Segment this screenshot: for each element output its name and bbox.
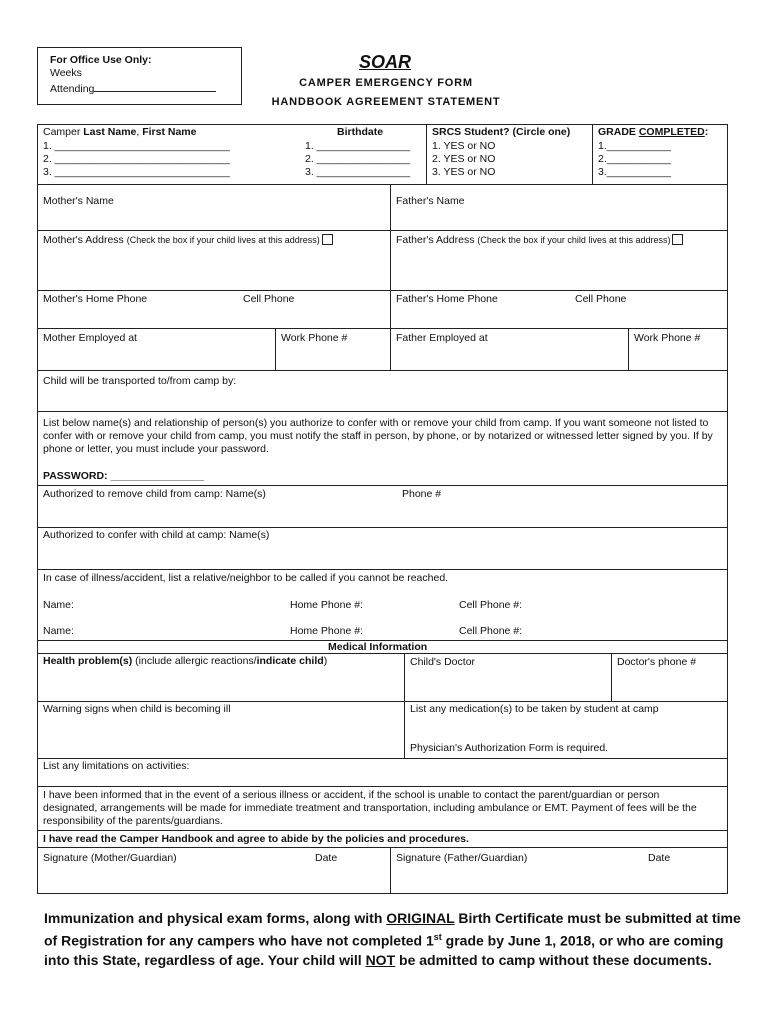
password-field[interactable]: PASSWORD: ________________ [43,470,204,482]
divider [37,758,728,759]
left-border [37,124,38,894]
divider [37,847,728,848]
signature-father-label: Signature (Father/Guardian) [396,852,528,864]
office-heading: For Office Use Only: [50,54,152,66]
medical-heading: Medical Information [328,641,428,653]
divider [37,328,728,329]
date-father-label: Date [648,852,671,864]
mother-name-label: Mother's Name [43,195,114,207]
father-address-checkbox[interactable] [672,234,683,245]
camper-name-line-2[interactable]: 2. ______________________________ [43,153,230,165]
agreement-statement: I have read the Camper Handbook and agree to abide by the policies and procedures. [43,833,469,845]
birthdate-line-2[interactable]: 2. ________________ [305,153,411,165]
emergency-name-2: Name: [43,625,74,637]
office-weeks: Weeks [50,67,82,79]
father-address-label: Father's Address (Check the box if your child lives at this address) [396,234,683,247]
srcs-line-3[interactable]: 3. YES or NO [432,166,496,178]
remove-child-label: Authorized to remove child from camp: Name(s) [43,488,266,500]
mother-cell-phone-label: Cell Phone [243,293,295,305]
birthdate-line-3[interactable]: 3. ________________ [305,166,411,178]
divider [37,184,728,185]
divider [628,328,629,370]
emergency-label: In case of illness/accident, list a relative/neighbor to be called if you cannot be reached. [43,572,449,584]
office-attending-line[interactable] [94,80,216,92]
grade-label: GRADE COMPLETED: [598,126,709,138]
divider [426,124,427,184]
transport-label: Child will be transported to/from camp by: [43,375,237,387]
divider [404,653,405,758]
divider [592,124,593,184]
date-mother-label: Date [315,852,338,864]
signature-mother-label: Signature (Mother/Guardian) [43,852,177,864]
mother-home-phone-label: Mother's Home Phone [43,293,148,305]
confer-child-label: Authorized to confer with child at camp: Name(s) [43,529,270,541]
divider [37,653,728,654]
form-subtitle-2: HANDBOOK AGREEMENT STATEMENT [271,96,501,108]
mother-employed-label: Mother Employed at [43,332,137,344]
divider [37,485,728,486]
divider [37,527,728,528]
divider [37,701,728,702]
mother-address-checkbox[interactable] [322,234,333,245]
remove-phone-label: Phone # [402,488,442,500]
divider [37,230,728,231]
limitations-label: List any limitations on activities: [43,760,190,772]
srcs-line-1[interactable]: 1. YES or NO [432,140,496,152]
divider [37,370,728,371]
divider [275,328,276,370]
consent-paragraph: I have been informed that in the event of a serious illness or accident, if the school is unable to contact the parent/guardian or person designated, arrangements will be made for immediate treatment and transportation, including ambulance or EMT. Payment of fees will be the responsibility of the parents/guardians. [43,789,697,827]
emergency-home-phone-1: Home Phone #: [290,599,363,611]
divider [37,893,728,894]
father-work-phone-label: Work Phone # [634,332,701,344]
grade-line-1[interactable]: 1.___________ [598,140,671,152]
mother-address-label: Mother's Address (Check the box if your child lives at this address) [43,234,333,247]
divider [37,830,728,831]
srcs-label: SRCS Student? (Circle one) [432,126,571,138]
divider [37,569,728,570]
srcs-line-2[interactable]: 2. YES or NO [432,153,496,165]
divider [37,411,728,412]
grade-line-3[interactable]: 3.___________ [598,166,671,178]
camper-name-label: Camper Last Name, First Name [43,126,197,138]
birthdate-label: Birthdate [337,126,384,138]
office-use-box [37,47,242,105]
father-cell-phone-label: Cell Phone [575,293,627,305]
divider [37,786,728,787]
childs-doctor-label: Child's Doctor [410,656,476,668]
medications-label: List any medication(s) to be taken by student at camp [410,703,659,715]
grade-line-2[interactable]: 2.___________ [598,153,671,165]
divider [390,184,391,370]
emergency-name-1: Name: [43,599,74,611]
divider [37,290,728,291]
doctors-phone-label: Doctor's phone # [617,656,697,668]
warning-signs-label: Warning signs when child is becoming ill [43,703,231,715]
right-border [727,124,728,894]
camper-name-line-1[interactable]: 1. ______________________________ [43,140,230,152]
health-problems-label: Health problem(s) (include allergic reactions/indicate child) [43,655,328,667]
father-employed-label: Father Employed at [396,332,488,344]
birthdate-line-1[interactable]: 1. ________________ [305,140,411,152]
divider [611,653,612,701]
father-name-label: Father's Name [396,195,465,207]
emergency-cell-phone-2: Cell Phone #: [459,625,523,637]
divider [390,847,391,893]
divider [37,124,728,125]
form-title: SOAR [358,52,411,72]
father-home-phone-label: Father's Home Phone [396,293,498,305]
camper-name-line-3[interactable]: 3. ______________________________ [43,166,230,178]
registration-notice: Immunization and physical exam forms, along with ORIGINAL Birth Certificate must be submitted at time of Registration for any campers who have not completed 1st grade by June 1, 2018, or who are coming into this State, regardless of age. Your child will NOT be admitted to camp without these documents. [44,910,741,968]
form-subtitle-1: CAMPER EMERGENCY FORM [299,77,473,89]
physician-auth-note: Physician's Authorization Form is required. [410,742,609,754]
office-attending: Attending [50,83,95,95]
emergency-home-phone-2: Home Phone #: [290,625,363,637]
mother-work-phone-label: Work Phone # [281,332,348,344]
authorize-paragraph: List below name(s) and relationship of person(s) you authorize to confer with or remove your child from camp. If you want someone not listed to confer with or remove your child from camp, you must notify the staff in person, by phone, or by notarized or witnessed letter signed by you. If by phone or letter, you must include your password. [43,417,713,455]
emergency-cell-phone-1: Cell Phone #: [459,599,523,611]
